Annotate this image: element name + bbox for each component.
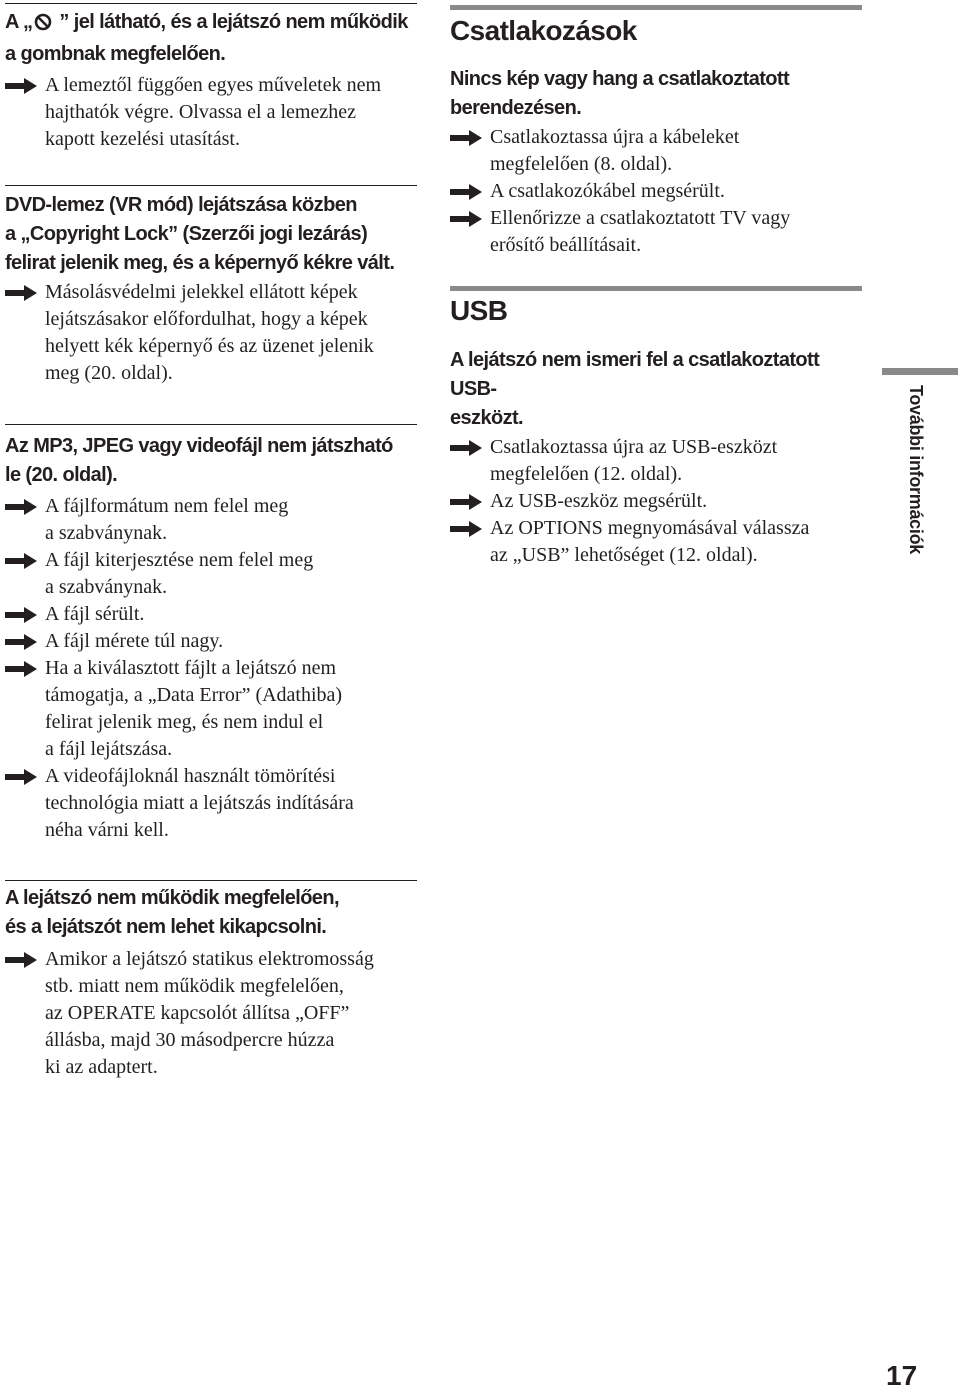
item-text-line: Az OPTIONS megnyomásával válassza [490, 517, 810, 539]
item-text-line: állásba, majd 30 másodpercre húzza [45, 1029, 335, 1051]
list-item [5, 493, 425, 547]
section-divider [5, 185, 417, 186]
arrow-right-icon [5, 952, 37, 968]
arrow-right-icon [450, 130, 482, 146]
section-divider [5, 880, 417, 881]
item-text-line: néha várni kell. [45, 819, 169, 841]
page-number: 17 [886, 1360, 918, 1391]
item-text-line: hajthatók végre. Olvassa el a lemezhez [45, 101, 356, 123]
section-3 [5, 432, 425, 844]
item-text-line: A fájl mérete túl nagy. [45, 630, 224, 652]
item-list [5, 72, 425, 153]
arrow-right-icon [450, 184, 482, 200]
item-text-line: az OPERATE kapcsolót állítsa „OFF” [45, 1002, 350, 1024]
list-item [5, 946, 425, 1081]
heading-line-2: eszközt. [450, 407, 524, 429]
list-item [450, 124, 870, 178]
heading-line-1: DVD-lemez (VR mód) lejátszása közben [5, 194, 357, 216]
list-item [5, 601, 425, 628]
item-list [5, 279, 425, 387]
section-heading [450, 65, 870, 123]
heading-line-1: Nincs kép vagy hang a csatlakoztatott [450, 68, 790, 90]
heading-line-3: felirat jelenik meg, és a képernyő kékre vált. [5, 252, 395, 274]
heading-line-2: a gombnak megfelelően. [5, 43, 226, 65]
section-heading [5, 884, 425, 942]
item-text-line: felirat jelenik meg, és nem indul el [45, 711, 324, 733]
list-item [450, 434, 870, 488]
item-list [450, 124, 870, 259]
list-item [450, 178, 870, 205]
item-text-line: kapott kezelési utasítást. [45, 128, 240, 150]
heading-line-1: A lejátszó nem ismeri fel a csatlakoztatott USB- [450, 349, 820, 400]
item-text-line: A fájlformátum nem felel meg [45, 495, 289, 517]
item-text-line: lejátszásakor előfordulhat, hogy a képek [45, 308, 368, 330]
item-list [5, 946, 425, 1081]
item-text-line: meg (20. oldal). [45, 362, 173, 384]
prohibited-icon [34, 11, 52, 40]
usb-section [450, 294, 870, 569]
arrow-right-icon [450, 440, 482, 456]
item-text-line: Ha a kiválasztott fájlt a lejátszó nem [45, 657, 336, 679]
arrow-right-icon [5, 634, 37, 650]
section-divider [5, 424, 417, 425]
section-heading [5, 432, 425, 490]
item-text-line: erősítő beállításait. [490, 234, 642, 256]
item-text-line: A fájl sérült. [45, 603, 145, 625]
section-4 [5, 884, 425, 1081]
list-item [5, 547, 425, 601]
section-rule [450, 5, 862, 10]
item-text-line: Csatlakoztassa újra a kábeleket [490, 126, 740, 148]
list-item [450, 488, 870, 515]
side-tab-label: További információk [906, 385, 926, 554]
item-text-line: a szabványnak. [45, 522, 168, 544]
list-item [5, 655, 425, 763]
item-text-line: stb. miatt nem működik megfelelően, [45, 975, 344, 997]
item-text-line: A fájl kiterjesztése nem felel meg [45, 549, 314, 571]
arrow-right-icon [450, 521, 482, 537]
arrow-right-icon [450, 211, 482, 227]
item-text-line: Az USB-eszköz megsérült. [490, 490, 708, 512]
arrow-right-icon [5, 499, 37, 515]
item-text-line: technológia miatt a lejátszás indítására [45, 792, 354, 814]
arrow-right-icon [5, 661, 37, 677]
item-list [5, 493, 425, 844]
section-divider [5, 3, 417, 4]
arrow-right-icon [5, 607, 37, 623]
list-item [5, 763, 425, 844]
section-1 [5, 8, 425, 153]
item-text-line: a fájl lejátszása. [45, 738, 173, 760]
item-text-line: ki az adaptert. [45, 1056, 158, 1078]
section-2 [5, 191, 425, 387]
item-text-line: A videofájloknál használt tömörítési [45, 765, 336, 787]
heading-line-1: Az MP3, JPEG vagy videofájl nem játszható [5, 435, 393, 457]
item-text-line: Ellenőrizze a csatlakoztatott TV vagy [490, 207, 791, 229]
section-heading [5, 191, 425, 278]
connections-section [450, 14, 870, 259]
item-list [450, 434, 870, 569]
item-text-line: A csatlakozókábel megsérült. [490, 180, 725, 202]
item-text-line: helyett kék képernyő és az üzenet jelenik [45, 335, 374, 357]
section-rule [450, 286, 862, 291]
item-text-line: Csatlakoztassa újra az USB-eszközt [490, 436, 778, 458]
section-title: USB [450, 295, 508, 326]
item-text-line: támogatja, a „Data Error” (Adathiba) [45, 684, 343, 706]
item-text-line: megfelelően (8. oldal). [490, 153, 673, 175]
heading-line-2: és a lejátszót nem lehet kikapcsolni. [5, 916, 327, 938]
list-item [450, 205, 870, 259]
heading-line-2: le (20. oldal). [5, 464, 118, 486]
item-text-line: A lemeztől függően egyes műveletek nem [45, 74, 382, 96]
list-item [450, 515, 870, 569]
item-text-line: megfelelően (12. oldal). [490, 463, 683, 485]
list-item [5, 628, 425, 655]
section-heading [5, 8, 425, 69]
arrow-right-icon [450, 494, 482, 510]
item-text-line: Másolásvédelmi jelekkel ellátott képek [45, 281, 358, 303]
item-text-line: Amikor a lejátszó statikus elektromosság [45, 948, 374, 970]
section-heading [450, 346, 870, 433]
item-text-line: a szabványnak. [45, 576, 168, 598]
arrow-right-icon [5, 285, 37, 301]
arrow-right-icon [5, 78, 37, 94]
side-tab-bar [882, 368, 958, 375]
item-text-line: az „USB” lehetőséget (12. oldal). [490, 544, 758, 566]
heading-line-1: A „ ” jel látható, és a lejátszó nem működik [5, 11, 408, 33]
heading-line-2: a „Copyright Lock” (Szerzői jogi lezárás) [5, 223, 368, 245]
arrow-right-icon [5, 553, 37, 569]
heading-line-1: A lejátszó nem működik megfelelően, [5, 887, 339, 909]
list-item [5, 279, 425, 387]
arrow-right-icon [5, 769, 37, 785]
heading-line-2: berendezésen. [450, 97, 582, 119]
section-title: Csatlakozások [450, 15, 637, 46]
list-item [5, 72, 425, 153]
